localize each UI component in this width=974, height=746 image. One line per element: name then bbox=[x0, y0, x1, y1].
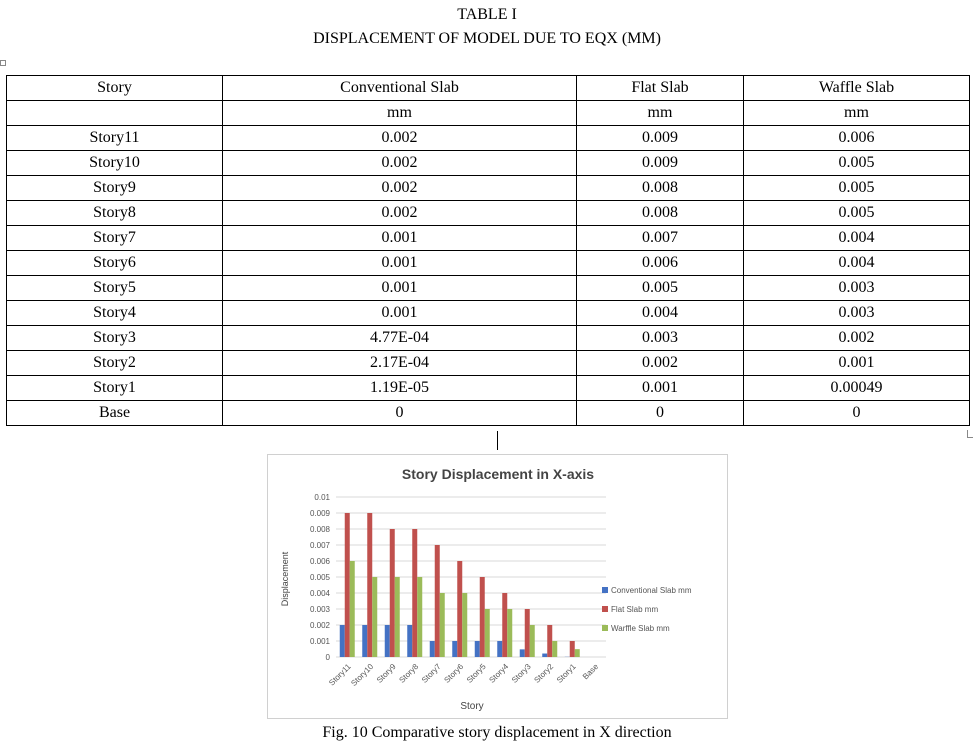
table-caption-number: TABLE I bbox=[457, 6, 517, 23]
unit-cell: mm bbox=[577, 101, 744, 126]
value-cell: 0.006 bbox=[577, 251, 744, 276]
bar-conventional bbox=[520, 649, 525, 657]
x-axis-label: Story bbox=[460, 701, 484, 712]
x-tick-label: Story3 bbox=[509, 662, 533, 685]
legend-swatch bbox=[602, 587, 608, 593]
bar-conventional bbox=[475, 641, 480, 657]
bar-conventional bbox=[362, 625, 367, 657]
bar-flat bbox=[502, 593, 507, 657]
x-tick-label: Story7 bbox=[419, 662, 443, 685]
y-axis-label: Displacement bbox=[280, 551, 290, 607]
bar-flat bbox=[457, 561, 462, 657]
bar-waffle bbox=[372, 577, 377, 657]
bar-conventional bbox=[407, 625, 412, 657]
bar-waffle bbox=[507, 609, 512, 657]
bar-flat bbox=[480, 577, 485, 657]
x-tick-label: Story6 bbox=[442, 662, 466, 685]
x-tick-label: Story1 bbox=[554, 662, 578, 685]
bar-waffle bbox=[552, 641, 557, 657]
table-row bbox=[7, 126, 970, 151]
value-cell: 0.004 bbox=[577, 301, 744, 326]
value-cell: 0 bbox=[577, 401, 744, 426]
displacement-chart bbox=[268, 455, 727, 718]
y-tick-label: 0.004 bbox=[309, 589, 330, 598]
value-cell: 0.005 bbox=[577, 276, 744, 301]
value-cell: 0.002 bbox=[577, 351, 744, 376]
value-cell: 0.002 bbox=[223, 201, 577, 226]
value-cell: 0.001 bbox=[744, 351, 970, 376]
table-row bbox=[7, 251, 970, 276]
value-cell: 2.17E-04 bbox=[223, 351, 577, 376]
figure-caption: Fig. 10 Comparative story displacement in X direction bbox=[322, 724, 672, 741]
header-conventional-slab: Conventional Slab bbox=[223, 76, 577, 101]
value-cell: 0.003 bbox=[744, 276, 970, 301]
legend-label: Warffle Slab mm bbox=[611, 624, 670, 633]
y-tick-label: 0.009 bbox=[309, 509, 330, 518]
x-tick-label: Story2 bbox=[532, 662, 556, 685]
x-tick-label: Story9 bbox=[374, 662, 398, 685]
story-cell: Story8 bbox=[7, 201, 223, 226]
y-tick-label: 0.001 bbox=[309, 637, 330, 646]
bar-flat bbox=[547, 625, 552, 657]
story-cell: Story1 bbox=[7, 376, 223, 401]
unit-cell: mm bbox=[223, 101, 577, 126]
value-cell: 0.002 bbox=[223, 176, 577, 201]
y-tick-label: 0.006 bbox=[309, 557, 330, 566]
bar-conventional bbox=[497, 641, 502, 657]
value-cell: 0.003 bbox=[744, 301, 970, 326]
legend-swatch bbox=[602, 606, 608, 612]
table-row bbox=[7, 176, 970, 201]
bar-flat bbox=[345, 513, 350, 657]
bar-conventional bbox=[542, 654, 547, 657]
table-move-handle[interactable] bbox=[0, 60, 6, 66]
legend-label: Conventional Slab mm bbox=[611, 586, 692, 595]
value-cell: 0 bbox=[223, 401, 577, 426]
value-cell: 0 bbox=[744, 401, 970, 426]
y-tick-label: 0.008 bbox=[309, 525, 330, 534]
bar-conventional bbox=[430, 641, 435, 657]
story-cell: Story5 bbox=[7, 276, 223, 301]
displacement-table bbox=[6, 75, 970, 426]
value-cell: 1.19E-05 bbox=[223, 376, 577, 401]
bar-waffle bbox=[530, 625, 535, 657]
value-cell: 0.004 bbox=[744, 226, 970, 251]
y-tick-label: 0.002 bbox=[309, 621, 330, 630]
x-tick-label: Story11 bbox=[327, 662, 353, 688]
value-cell: 0.006 bbox=[744, 126, 970, 151]
story-cell: Story6 bbox=[7, 251, 223, 276]
value-cell: 0.005 bbox=[744, 176, 970, 201]
bar-flat bbox=[390, 529, 395, 657]
table-resize-handle[interactable] bbox=[967, 430, 973, 438]
value-cell: 0.007 bbox=[577, 226, 744, 251]
bar-waffle bbox=[485, 609, 490, 657]
header-waffle-slab: Waffle Slab bbox=[744, 76, 970, 101]
story-cell: Story4 bbox=[7, 301, 223, 326]
legend-swatch bbox=[602, 625, 608, 631]
table-header-row bbox=[7, 76, 970, 101]
value-cell: 0.001 bbox=[223, 276, 577, 301]
unit-cell bbox=[7, 101, 223, 126]
value-cell: 0.001 bbox=[223, 301, 577, 326]
table-row bbox=[7, 301, 970, 326]
value-cell: 0.005 bbox=[744, 201, 970, 226]
value-cell: 0.003 bbox=[577, 326, 744, 351]
value-cell: 0.002 bbox=[223, 151, 577, 176]
value-cell: 0.001 bbox=[577, 376, 744, 401]
bar-conventional bbox=[340, 625, 345, 657]
story-cell: Story7 bbox=[7, 226, 223, 251]
story-cell: Base bbox=[7, 401, 223, 426]
story-cell: Story9 bbox=[7, 176, 223, 201]
table-row bbox=[7, 351, 970, 376]
bar-waffle bbox=[575, 649, 580, 657]
story-cell: Story3 bbox=[7, 326, 223, 351]
y-tick-label: 0 bbox=[325, 653, 330, 662]
bar-conventional bbox=[385, 625, 390, 657]
table-units-row bbox=[7, 101, 970, 126]
value-cell: 0.00049 bbox=[744, 376, 970, 401]
y-tick-label: 0.003 bbox=[309, 605, 330, 614]
text-cursor bbox=[497, 431, 498, 450]
y-tick-label: 0.007 bbox=[309, 541, 330, 550]
y-tick-label: 0.005 bbox=[309, 573, 330, 582]
x-tick-label: Story8 bbox=[397, 662, 421, 685]
value-cell: 4.77E-04 bbox=[223, 326, 577, 351]
value-cell: 0.001 bbox=[223, 226, 577, 251]
value-cell: 0.005 bbox=[744, 151, 970, 176]
value-cell: 0.009 bbox=[577, 151, 744, 176]
story-cell: Story10 bbox=[7, 151, 223, 176]
story-cell: Story2 bbox=[7, 351, 223, 376]
chart-title: Story Displacement in X-axis bbox=[401, 466, 595, 482]
bar-conventional bbox=[452, 641, 457, 657]
story-cell: Story11 bbox=[7, 126, 223, 151]
value-cell: 0.008 bbox=[577, 176, 744, 201]
header-story: Story bbox=[7, 76, 223, 101]
bar-waffle bbox=[462, 593, 467, 657]
table-row bbox=[7, 201, 970, 226]
header-flat-slab: Flat Slab bbox=[577, 76, 744, 101]
bar-flat bbox=[367, 513, 372, 657]
value-cell: 0.002 bbox=[223, 126, 577, 151]
bar-flat bbox=[412, 529, 417, 657]
unit-cell: mm bbox=[744, 101, 970, 126]
bar-flat bbox=[435, 545, 440, 657]
x-tick-label: Story10 bbox=[349, 662, 376, 688]
table-row bbox=[7, 376, 970, 401]
table-row bbox=[7, 151, 970, 176]
value-cell: 0.004 bbox=[744, 251, 970, 276]
x-tick-label: Story5 bbox=[464, 662, 488, 685]
bar-flat bbox=[570, 641, 575, 657]
value-cell: 0.002 bbox=[744, 326, 970, 351]
table-row bbox=[7, 276, 970, 301]
table-row bbox=[7, 326, 970, 351]
bar-waffle bbox=[440, 593, 445, 657]
x-tick-label: Story4 bbox=[487, 662, 511, 685]
legend-label: Flat Slab mm bbox=[611, 605, 659, 614]
bar-flat bbox=[525, 609, 530, 657]
table-caption-title: DISPLACEMENT OF MODEL DUE TO EQX (MM) bbox=[313, 30, 661, 47]
bar-waffle bbox=[417, 577, 422, 657]
table-row bbox=[7, 401, 970, 426]
chart-frame bbox=[267, 454, 728, 719]
value-cell: 0.001 bbox=[223, 251, 577, 276]
x-tick-label: Base bbox=[580, 662, 601, 682]
value-cell: 0.009 bbox=[577, 126, 744, 151]
y-tick-label: 0.01 bbox=[314, 493, 330, 502]
value-cell: 0.008 bbox=[577, 201, 744, 226]
bar-waffle bbox=[350, 561, 355, 657]
table-row bbox=[7, 226, 970, 251]
bar-waffle bbox=[395, 577, 400, 657]
